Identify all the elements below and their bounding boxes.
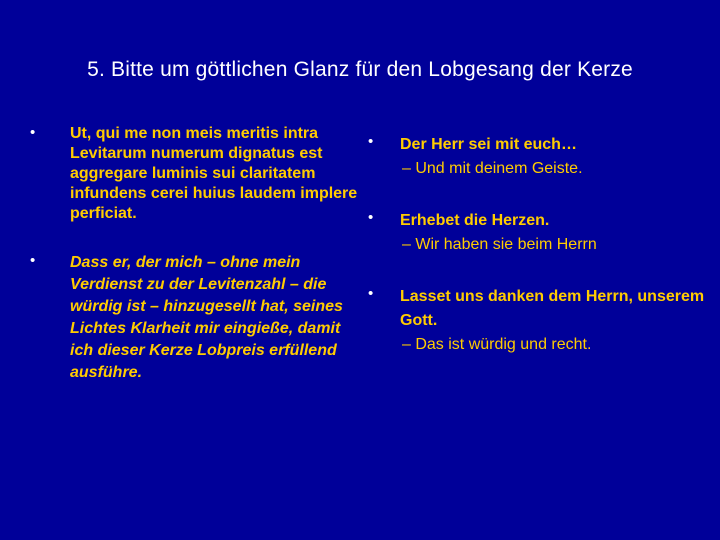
- right-column: [368, 133, 708, 357]
- slide-title: 5. Bitte um göttlichen Glanz für den Lobgesang der Kerze: [87, 58, 633, 81]
- list-item-call-1: [368, 133, 708, 181]
- bullet-icon: •: [368, 209, 374, 226]
- response-text: – Das ist würdig und recht.: [402, 336, 592, 353]
- german-text: Dass er, der mich – ohne mein Verdienst zu der Levitenzahl – die würdig ist – hinzugesellt hat, seines Lichtes Klarheit mir eingieße, damit ich dieser Kerze Lobpreis erfüllend ausführe.: [70, 254, 343, 381]
- bullet-icon: •: [368, 133, 374, 150]
- latin-text: Ut, qui me non meis meritis intra Levitarum numerum dignatus est aggregare luminis sui claritatem infundens cerei huius laudem implere perficiat.: [70, 125, 358, 222]
- bullet-icon: •: [30, 124, 36, 141]
- list-item-call-3: [368, 285, 708, 357]
- list-item-latin: [30, 124, 360, 224]
- response-text: – Wir haben sie beim Herrn: [402, 236, 597, 253]
- bullet-icon: •: [368, 285, 374, 302]
- left-column: [30, 124, 360, 384]
- response-text: – Und mit deinem Geiste.: [402, 160, 583, 177]
- call-text: Lasset uns danken dem Herrn, unserem Gott.: [400, 288, 705, 329]
- bullet-icon: •: [30, 252, 36, 269]
- list-item-german: [30, 252, 360, 384]
- list-item-call-2: [368, 209, 708, 257]
- call-text: Der Herr sei mit euch…: [400, 136, 577, 153]
- call-text: Erhebet die Herzen.: [400, 212, 550, 229]
